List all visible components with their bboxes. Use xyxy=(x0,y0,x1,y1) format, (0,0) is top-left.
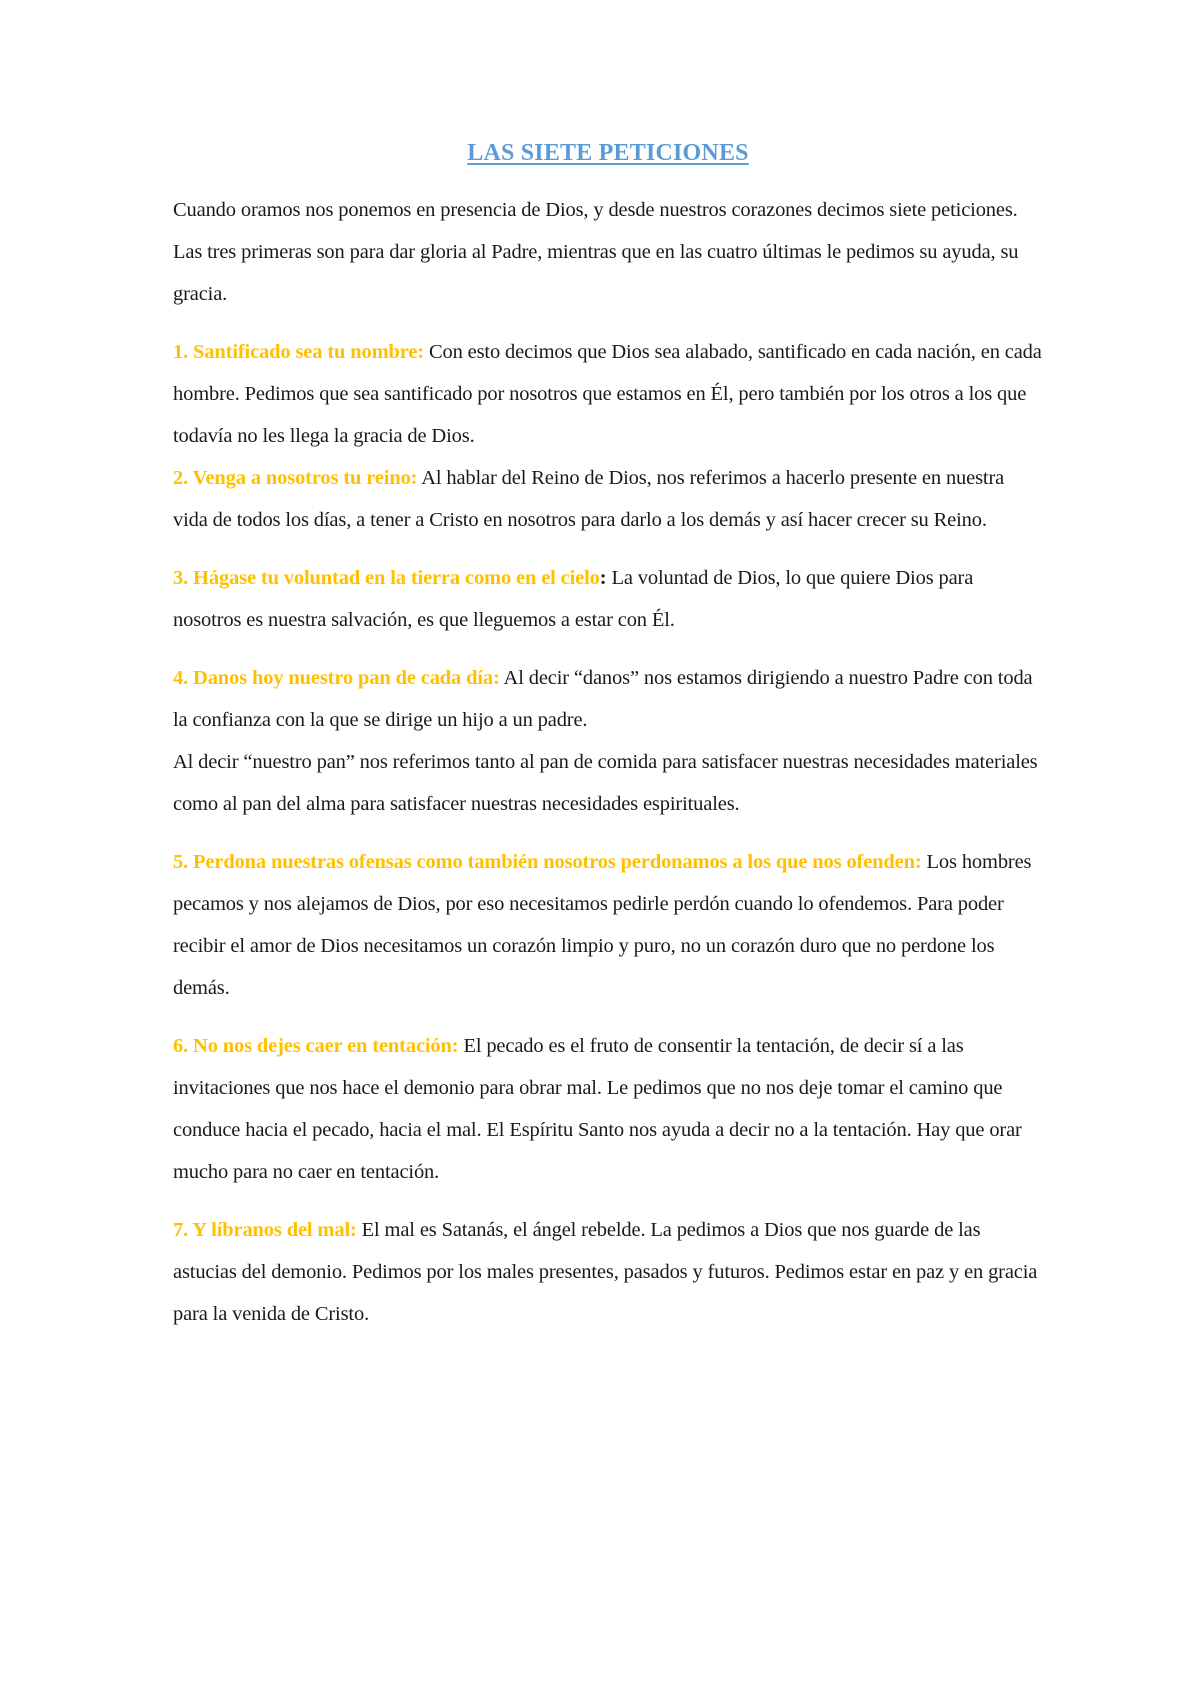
petition-6-label: 6. No nos dejes caer en tentación: xyxy=(173,1035,459,1057)
document-title: LAS SIETE PETICIONES xyxy=(467,140,749,166)
petition-6 xyxy=(173,1025,1043,1193)
petition-1-text: Con esto decimos que Dios sea alabado, santificado en cada nación, en cada hombre. Pedimos que sea santificado por nosotros que estamos en Él, pero también por los otros a los que todavía no les llega la gracia de Dios. xyxy=(173,341,1042,447)
petition-7-text: El mal es Satanás, el ángel rebelde. La pedimos a Dios que nos guarde de las astucias del demonio. Pedimos por los males presentes, pasados y futuros. Pedimos estar en paz y en gracia para la venida de Cristo. xyxy=(173,1219,1038,1325)
petition-1 xyxy=(173,331,1043,457)
petition-7-label: 7. Y líbranos del mal: xyxy=(173,1219,357,1241)
intro-paragraph: Cuando oramos nos ponemos en presencia de Dios, y desde nuestros corazones decimos siete peticiones. Las tres primeras son para dar gloria al Padre, mientras que en las cuatro últimas le pedimos su ayuda, su gracia. xyxy=(173,199,1019,305)
petition-2-text: Al hablar del Reino de Dios, nos referimos a hacerlo presente en nuestra vida de todos los días, a tener a Cristo en nosotros para darlo a los demás y así hacer crecer su Reino. xyxy=(173,467,1005,531)
petition-4-text: Al decir “danos” nos estamos dirigiendo a nuestro Padre con toda la confianza con la que se dirige un hijo a un padre. xyxy=(173,667,1033,731)
petition-3-colon: : xyxy=(599,567,607,589)
petition-2-label: 2. Venga a nosotros tu reino: xyxy=(173,467,418,489)
petition-2 xyxy=(173,457,1043,541)
petition-1-label: 1. Santificado sea tu nombre: xyxy=(173,341,424,363)
document-page xyxy=(173,140,1043,1335)
petition-3-text: La voluntad de Dios, lo que quiere Dios para nosotros es nuestra salvación, es que lleguemos a estar con Él. xyxy=(173,567,974,631)
petition-5-label: 5. Perdona nuestras ofensas como también nosotros perdonamos a los que nos ofenden: xyxy=(173,851,922,873)
petition-4 xyxy=(173,657,1043,741)
petition-5-text: Los hombres pecamos y nos alejamos de Dios, por eso necesitamos pedirle perdón cuando lo ofendemos. Para poder recibir el amor de Dios necesitamos un corazón limpio y puro, no un corazón duro que no perdone los demás. xyxy=(173,851,1032,999)
petition-3-label: 3. Hágase tu voluntad en la tierra como en el cielo xyxy=(173,567,600,589)
petition-4-label: 4. Danos hoy nuestro pan de cada día: xyxy=(173,667,500,689)
petition-3 xyxy=(173,557,1043,641)
petition-5 xyxy=(173,841,1043,1009)
petition-4-extra: Al decir “nuestro pan” nos referimos tanto al pan de comida para satisfacer nuestras necesidades materiales como al pan del alma para satisfacer nuestras necesidades espirituales. xyxy=(173,751,1038,815)
petition-6-text: El pecado es el fruto de consentir la tentación, de decir sí a las invitaciones que nos hace el demonio para obrar mal. Le pedimos que no nos deje tomar el camino que conduce hacia el pecado, hacia el mal. El Espíritu Santo nos ayuda a decir no a la tentación. Hay que orar mucho para no caer en tentación. xyxy=(173,1035,1022,1183)
petition-7 xyxy=(173,1209,1043,1335)
